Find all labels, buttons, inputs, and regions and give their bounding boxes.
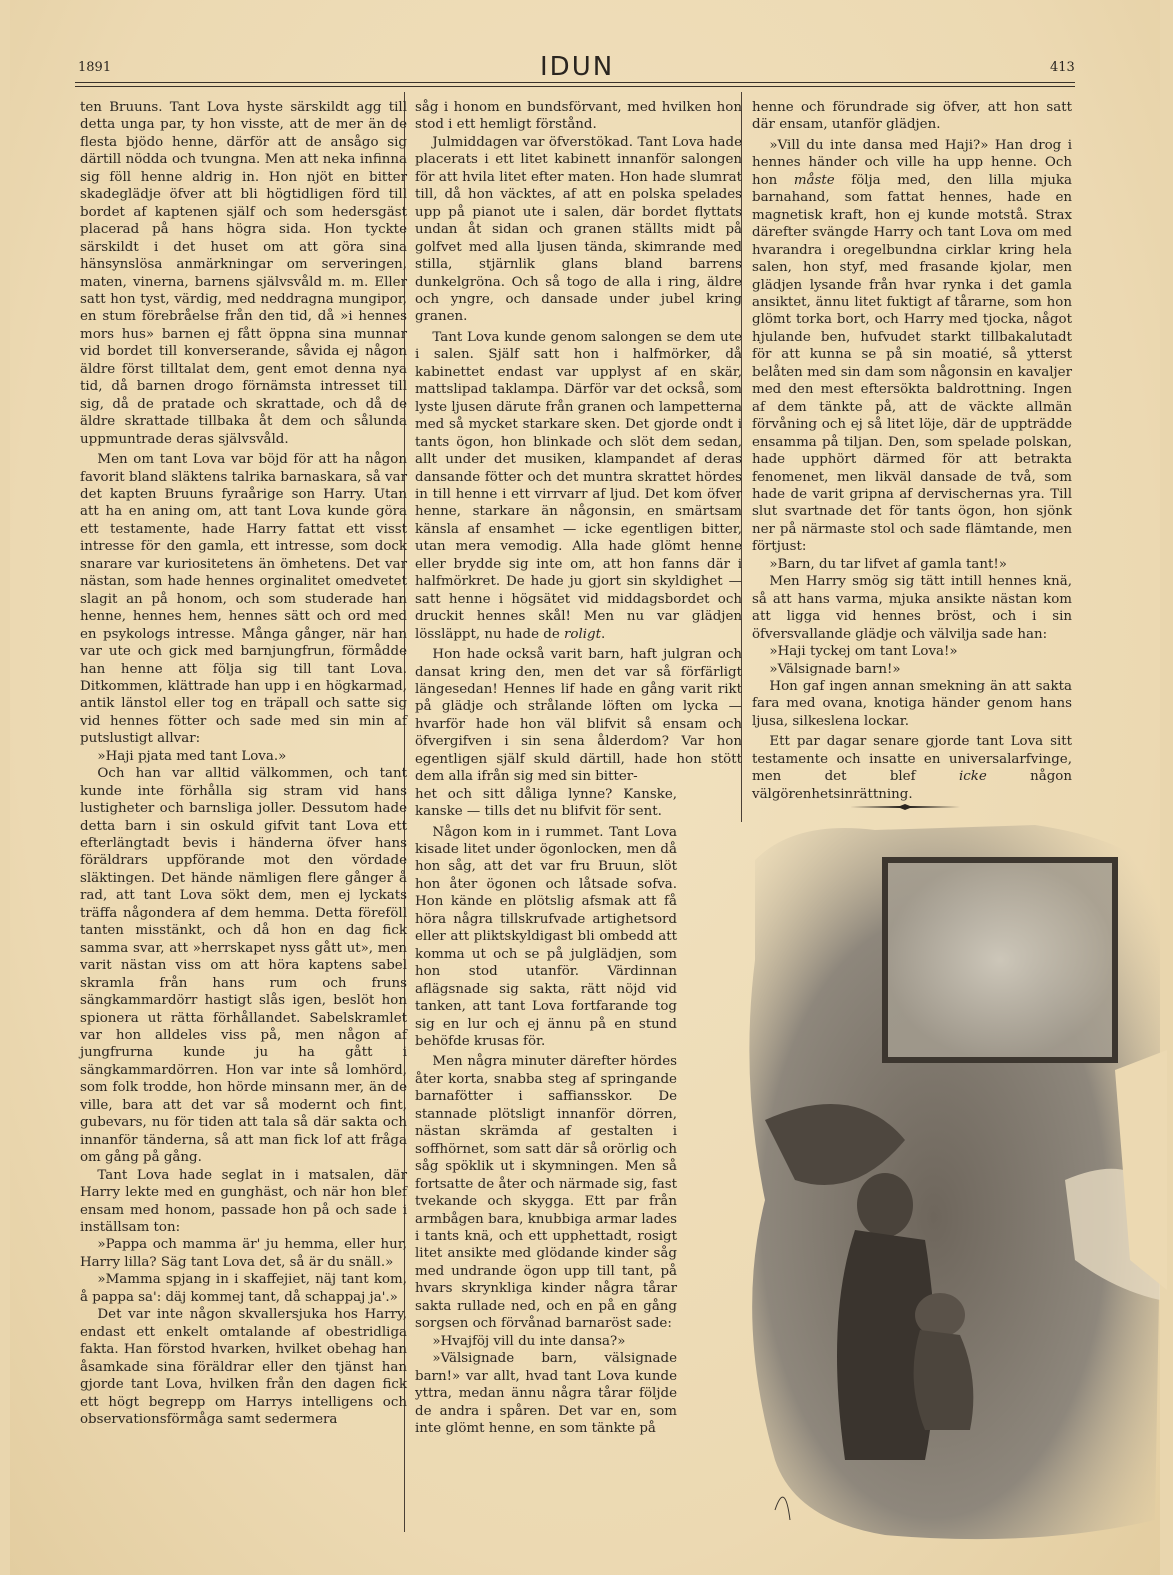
quote: »Barn, du tar lifvet af gamla tant!» [769, 556, 1007, 572]
paragraph: Men om tant Lova var böjd för att ha någon favorit bland släktens talrika barnaskara, så var det kapten Bruuns fyraårige son Harry. Utan att ha en aning om, att tant Lova kunde göra ett testamente, hade Harry fattat ett visst intresse för den gamla, ett intresse, som dock snarare var kuriositetens än ömhetens. Det var nästan, som hade hennes orginalitet omedvetet slagit an på honom, och som studerade han henne, hennes hem, hennes sätt och ord med en psykologs intresse. Många gånger, när han var ute och gick med barnjungfrun, förmådde han henne att följa sig till tant Lova. Ditkommen, klättrade han upp i en högkarmad, antik länstol eller tog en träpall och satte sig vid hennes fötter och sade med sin min af putslustigt allvar: [80, 452, 407, 747]
header-rule-thin [75, 86, 1075, 87]
paragraph: Tant Lova kunde genom salongen se dem ute i salen. Själf satt hon i halfmörker, då kabinettet endast var upplyst af en skär, mattslipad taklampa. Därför var det också, som lyste ljusen därute från granen och lampetterna med så mycket starkare sken. Det gjorde ondt i tants ögon, hon blinkade och slöt dem sedan, allt under det musiken, klampandet af deras dansande fötter och det muntra skrattet hördes in till henne i ett virrvarr af ljud. Det kom öfver henne, starkare än någonsin, en smärtsam känsla af ensamhet — icke egentligen bitter, utan mera vemodig. Alla hade glömt henne eller brydde sig inte om, att hon fanns där i halfmörkret. De hade ju gjort sin skyldighet — satt henne i högsätet vid middagsbordet och druckit hennes skål! Men nu var glädjen lössläppt, nu hade de roligt. [415, 329, 742, 642]
paragraph: Och han var alltid välkommen, och tant kunde inte förhålla sig stram vid hans lustigheter och barnsliga joller. Dessutom hade detta barn i sin oskuld gifvit tant Lova ett efterlängtadt bevis i händerna öfver hans föräldrars uppförande mot den vördade släktingen. Det hände nämligen flere gånger å rad, att tant Lova sökt dem, men ej lyckats träffa någondera af dem hemma. Detta föreföll tanten misstänkt, och då hon en dag fick samma svar, att »herrskapet nyss gått ut», men varit nästan viss om att höra kaptens sabel skramla från hans rum och fruns sängkammardörr hastigt slås igen, beslöt hon spionera ut rätta förhållandet. Sabelskramlet var hon alldeles viss på, men någon af jungfrurna kunde ju ha gått i sängkammardörren. Hon var inte så lomhörd, som folk trodde, hon hörde minsann mer, än de ville, bara att det var så modernt och fint, gubevars, nu för tiden att tala så där sakta och innanför tänderna, så att man fick lof att fråga om gång på gång. [80, 766, 407, 1166]
paragraph: henne och förundrade sig öfver, att hon satt där ensam, utanför glädjen. [752, 100, 1072, 133]
quote: »Välsignade barn!» [769, 661, 901, 677]
paragraph: Tant Lova hade seglat in i matsalen, där Harry lekte med en gunghäst, och när hon blef ensam med honom, passade hon på och sade i inställsam ton: [80, 1167, 407, 1235]
paragraph-text: följa med, den lilla mjuka barnahand, som fattat hennes, hade en magnetisk kraft, hon ej kunde motstå. Strax därefter svängde Harry och tant Lova om med hvarandra i oregelbundna cirklar kring hela salen, hon styf, med frasande kjolar, men glädjen lysande från hvar rynka i det gamla ansiktet, ännu litet fuktigt af tårarne, som hon glömt torka bort, och Harry med tjocka, något hjulande ben, hufvudet starkt tillbakalutadt för att kunna se på sin moatié, så ytterst belåten med sin dam som någonsin en kavaljer med den mest eftersökta baldrottning. Ingen af dem tänkte på, att de väckte allmän förvåning och ej så litet löje, där de uppträdde ensamma på tiljan. Den, som spelade polskan, hade upphört därmed för att betrakta fenomenet, men likväl dansade de två, som hade de varit gripna af dervischernas yra. Till slut svartnade det för tants ögon, hon sjönk ner på närmaste stol och sade flämtande, men förtjust: [752, 172, 1073, 555]
paragraph [752, 137, 1072, 556]
quote: »Pappa och mamma är' ju hemma, eller hur, Harry lilla? Säg tant Lova det, så är du snäll.» [80, 1237, 407, 1270]
text-column-3 [752, 99, 1072, 803]
page-number: 413 [1050, 60, 1075, 75]
header-rule [75, 82, 1075, 83]
old-woman-head [857, 1173, 913, 1237]
quote: »Hvajföj vill du inte dansa?» [432, 1333, 626, 1349]
paragraph-text: »Vill du inte dansa med Haji?» Han drog i hennes händer och ville ha upp henne. Och hon [752, 137, 1072, 188]
paragraph: Hon hade också varit barn, haft julgran och dansat kring den, men det var så förfärligt längesedan! Hennes lif hade en gång varit rikt på glädje och strålande löften om lycka — hvarför hade hon väl blifvit så ensam och öfvergifven i sin sena ålderdom? Var hon egentligen själf skuld därtill, hade hon stött dem alla ifrån sig med sin bitter- [415, 647, 742, 785]
mirror-frame [885, 860, 1115, 1060]
paragraph: Någon kom in i rummet. Tant Lova kisade litet under ögonlocken, men då hon såg, att det var fru Bruun, slöt hon åter ögonen och låtsade sofva. Hon kände en plötslig afsmak att få höra några tillskrufvade artighetsord eller att pliktskyldigast bli ombedd att komma ut och se på julglädjen, som hon stod utanför. Värdinnan aflägsnade sig sakta, rätt nöjd vid tanken, att tant Lova fortfarande tog sig en lur och ej ännu på en stund behöfde krusas för. [415, 824, 677, 1050]
story-illustration [735, 820, 1167, 1548]
emphasis: icke [958, 769, 987, 785]
paragraph: Julmiddagen var öfverstökad. Tant Lova hade placerats i ett litet kabinett innanför salongen för att hvila litet efter maten. Hon hade slumrat till, då hon väcktes, af att en polska spelades upp på pianot ute i salen, där bordet flyttats undan åt sidan och granen ställts midt på golfvet med alla ljusen tända, skimrande med stilla, stjärnlik glans bland barrens dunkelgröna. Och så togo de alla i ring, äldre och yngre, och dansade under jubel kring granen. [415, 134, 742, 325]
emphasis: måste [793, 172, 835, 188]
artist-signature-mark [775, 1497, 790, 1520]
paragraph: såg i honom en bundsförvant, med hvilken hon stod i ett hemligt förstånd. [415, 100, 742, 133]
quote: »Haji tyckej om tant Lova!» [769, 644, 958, 660]
paragraph: Men några minuter därefter hördes åter korta, snabba steg af springande barnafötter i saffiansskor. De stannade plötsligt innanför dörren, nästan skrämda af gestalten i soffhörnet, som satt där så orörlig och såg spöklik ut i skymningen. Men så fortsatte de åter och närmade sig, fast tvekande och skygga. Ett par från armbågen bara, knubbiga armar lades i tants knä, och ett upphettadt, rosigt litet ansikte med glödande kinder såg med undrande ögon upp till tant, på hvars skrynkliga kinder några tårar sakta rullade ned, och en på en gång sorgsen och förvånad barnaröst sade: [415, 1054, 677, 1332]
paragraph: Det var inte någon skvallersjuka hos Harry, endast ett enkelt omtalande af obestridliga fakta. Han förstod hvarken, hvilket obehag han åsamkade sina föräldrar eller den tjänst han gjorde tant Lova, hvilken från den dagen fick ett högt begrepp om Harrys intelligens och observationsförmåga samt sedermera [80, 1307, 407, 1427]
paragraph-text: någon välgörenhetsinrättning. [752, 769, 1072, 802]
header-year: 1891 [78, 60, 112, 75]
quote: »Mamma spjang in i skaffejiet, näj tant kom, å pappa sa': däj kommej tant, då schappaj ja'.» [80, 1272, 407, 1305]
paragraph-text: Ett par dagar senare gjorde tant Lova sitt testamente och insatte en universalarfvinge, men det blef [752, 734, 1072, 785]
paragraph: Hon gaf ingen annan smekning än att sakta fara med ovana, knotiga händer genom hans ljusa, silkeslena lockar. [752, 678, 1072, 729]
emphasis: roligt [564, 626, 602, 642]
paragraph: het och sitt dåliga lynne? Kanske, kanske — tills det nu blifvit för sent. [415, 786, 677, 820]
magazine-title: IDUN [540, 52, 615, 82]
paragraph: »Välsignade barn, välsignade barn!» var allt, hvad tant Lova kunde yttra, medan ännu några tårar följde de andra i spåren. Det var en, som inte glömt henne, en som tänkte på [415, 1351, 677, 1436]
text-column-2 [415, 99, 742, 1437]
paragraph-text: Tant Lova kunde genom salongen se dem ute i salen. Själf satt hon i halfmörker, då kabinettet endast var upplyst af en skär, mattslipad taklampa. Därför var det också, som lyste ljusen därute från granen och lampetterna med så mycket starkare sken. Det gjorde ondt i tants ögon, hon blinkade och slöt dem sedan, allt under det musiken, klampandet af deras dansande fötter och det muntra skrattet hördes in till henne i ett virrvarr af ljud. Det kom öfver henne, starkare än någonsin, en smärtsam känsla af ensamhet — icke egentligen bitter, utan mera vemodig. Alla hade glömt henne eller brydde sig inte om, att hon fanns där i halfmörkret. De hade ju gjort sin skyldighet — satt henne i högsätet vid middagsbordet och druckit hennes skål! Men nu var glädjen lössläppt, nu hade de [415, 329, 742, 642]
paragraph: ten Bruuns. Tant Lova hyste särskildt agg till detta unga par, ty hon visste, att de mer än de flesta bjödo henne, därför att de ansågo sig därtill nödda och tvungna. Men att neka infinna sig föll henne aldrig in. Hon njöt en bitter skadeglädje öfver att bli högtidligen förd till bordet af kaptenen själf och som hedersgäst placerad på hans högra sida. Hon tyckte särskildt i det huset om att göra sina hänsynslösa anmärkningar om serveringen, maten, vinerna, barnens självsvåld m. m. Eller satt hon tyst, värdig, med neddragna mungipor, en stum förebråelse från den tid, då »i hennes mors hus» barnen ej fått öppna sina munnar vid bordet till konverserande, såvida ej någon äldre först tilltalat dem, gent emot denna nya tid, då barnen drogo förnämsta intresset till sig, då de pratade och skrattade, och då de äldre skrattade tillbaka åt dem och sålunda uppmuntrade deras självsvåld. [80, 100, 407, 447]
quote: »Haji pjata med tant Lova.» [97, 748, 287, 764]
paragraph [752, 733, 1072, 803]
end-ornament [850, 804, 960, 810]
paragraph: Men Harry smög sig tätt intill hennes knä, så att hans varma, mjuka ansikte nästan kom att ligga vid hennes bröst, och i sin öfversvallande glädje och välvilja sade han: [752, 574, 1072, 642]
text-column-1 [80, 99, 407, 1428]
narrow-text-block [415, 786, 677, 1438]
